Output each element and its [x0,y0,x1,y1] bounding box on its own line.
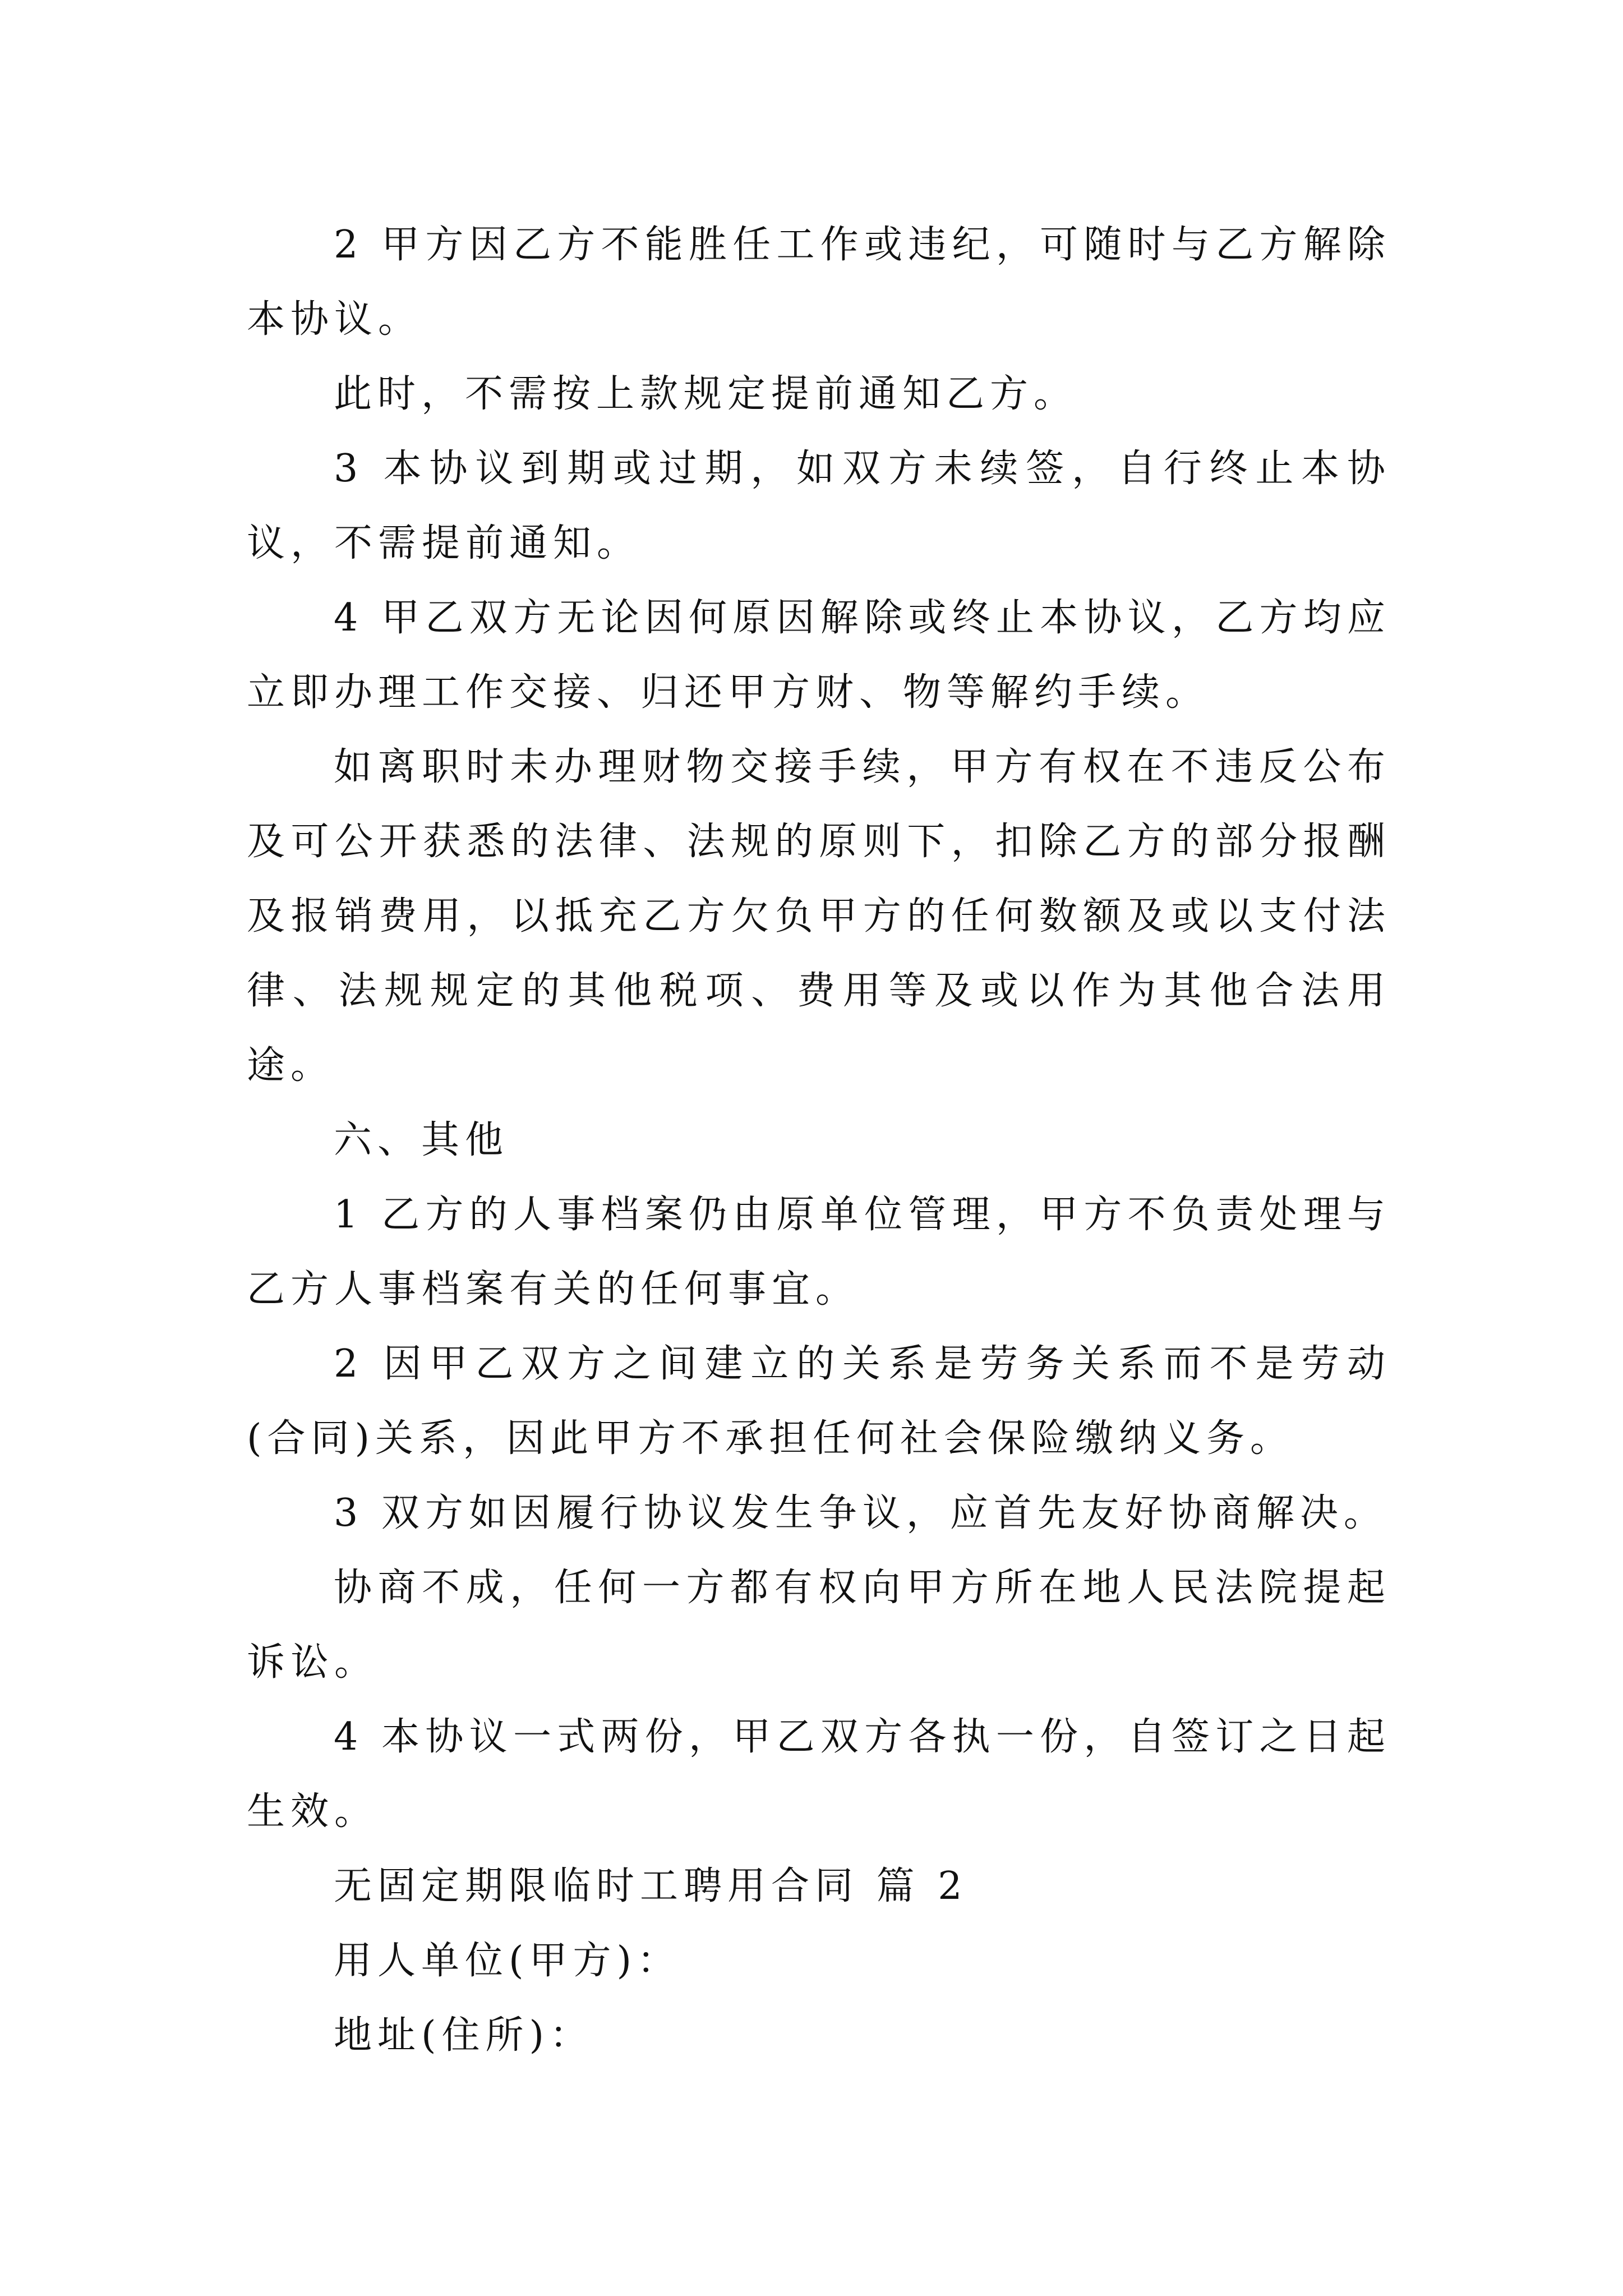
employer-field-label: 用人单位(甲方)： [334,1939,681,1983]
document-body [247,208,1391,2073]
clause-paragraph: 3 本协议到期或过期，如双方未续签，自行终止本协议，不需提前通知。 [247,447,1391,565]
clause-paragraph: 2 因甲乙双方之间建立的关系是劳务关系而不是劳动(合同)关系，因此甲方不承担任何社会保险缴纳义务。 [247,1342,1391,1461]
contract-title: 无固定期限临时工聘用合同 篇 2 [334,1864,968,1908]
clause-paragraph: 如离职时未办理财物交接手续，甲方有权在不违反公布及可公开获悉的法律、法规的原则下，扣除乙方的部分报酬及报销费用，以抵充乙方欠负甲方的任何数额及或以支付法律、法规规定的其他税项、费用等及或以作为其他合法用途。 [247,745,1391,1088]
clause-paragraph: 4 本协议一式两份，甲乙双方各执一份，自签订之日起生效。 [247,1715,1391,1834]
clause-paragraph: 3 双方如因履行协议发生争议，应首先友好协商解决。 [334,1491,1387,1535]
address-field-label: 地址(住所)： [334,2013,594,2058]
section-heading: 六、其他 [334,1118,509,1162]
clause-paragraph: 协商不成，任何一方都有权向甲方所在地人民法院提起诉讼。 [247,1566,1391,1685]
clause-paragraph: 此时，不需按上款规定提前通知乙方。 [334,372,1078,416]
clause-paragraph: 1 乙方的人事档案仍由原单位管理，甲方不负责处理与乙方人事档案有关的任何事宜。 [247,1193,1391,1312]
clause-paragraph: 4 甲乙双方无论因何原因解除或终止本协议，乙方均应立即办理工作交接、归还甲方财、物等解约手续。 [247,596,1391,715]
clause-paragraph: 2 甲方因乙方不能胜任工作或违纪，可随时与乙方解除本协议。 [247,223,1391,342]
